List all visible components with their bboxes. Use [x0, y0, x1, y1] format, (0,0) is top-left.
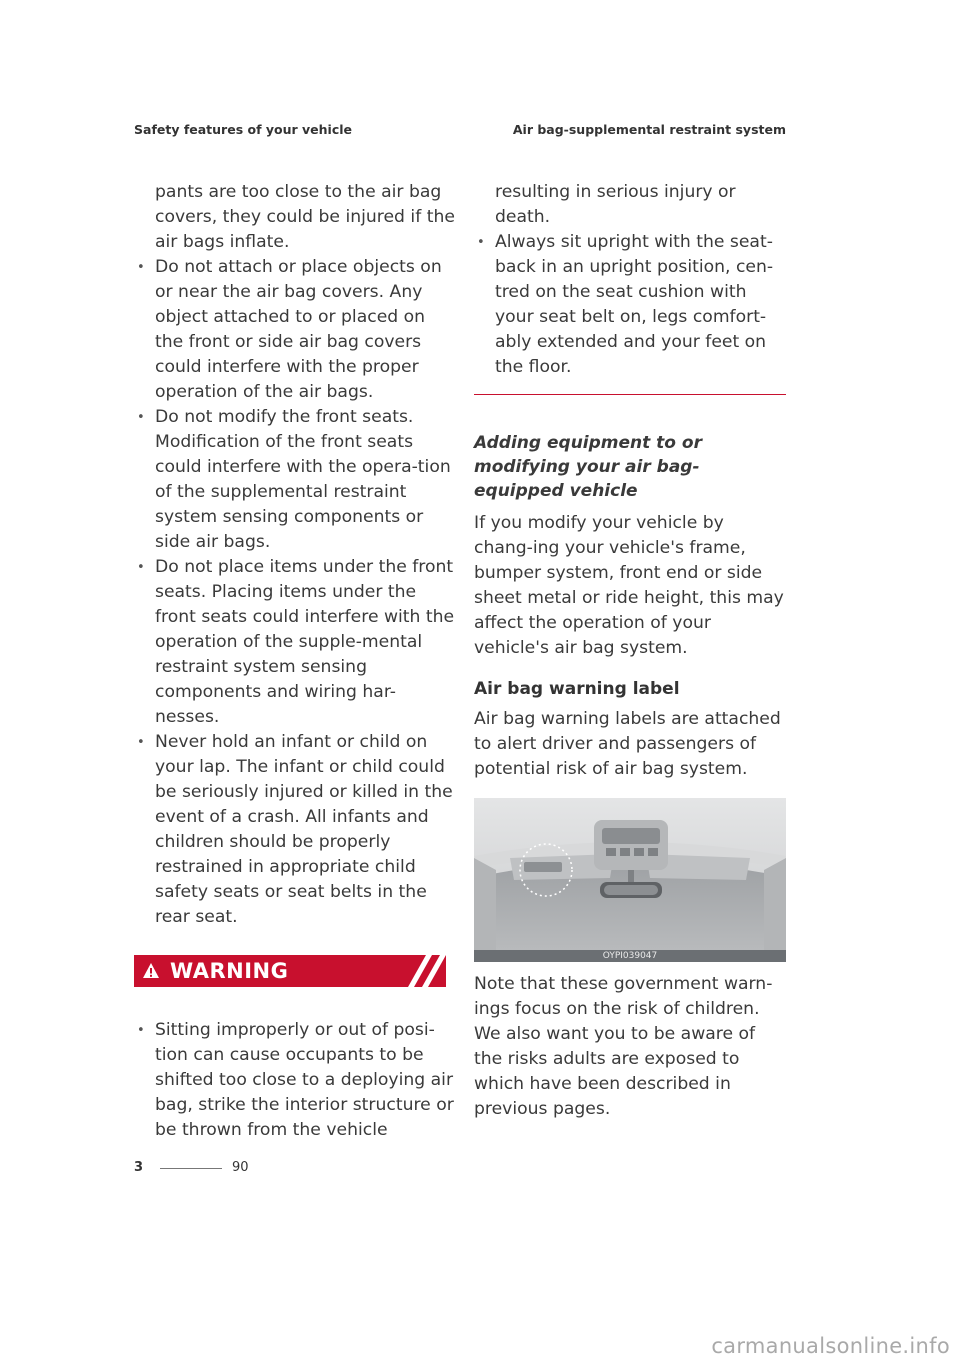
label-body: Air bag warning labels are attached to alert driver and passengers of potential risk of air bag system. — [474, 709, 781, 779]
bullet-list — [134, 255, 456, 930]
figure-followup-text: Note that these government warn-ings focus on the risk of children. We also want you to be aware of the risks adults are exposed to which have been described in previous pages. — [474, 974, 773, 1119]
running-header-chapter: Safety features of your vehicle — [134, 122, 352, 137]
section-heading: Adding equipment to or modifying your air bag-equipped vehicle — [474, 433, 702, 501]
watermark: carmanualsonline.info — [711, 1334, 950, 1358]
warning-bullet: • Sitting improperly or out of posi-tion can cause occupants to be shifted too close to a deploying air bag, strike the interior structure or be thrown from the vehicle — [134, 1018, 456, 1143]
chapter-number: 3 — [134, 1160, 144, 1175]
right-column — [474, 180, 786, 1122]
warning-list-left — [134, 1018, 456, 1143]
running-header-section: Air bag-supplemental restraint system — [512, 122, 786, 137]
footer-rule — [160, 1168, 222, 1169]
continued-text: pants are too close to the air bag covers, they could be injured if the air bags inflate. — [155, 182, 455, 252]
bullet-item: • Do not place items under the front seats. Placing items under the front seats could interfere with the operation of the supple-mental restraint system sensing components and wiring har-nesses. — [134, 555, 456, 730]
section-body: If you modify your vehicle by chang-ing your vehicle's frame, bumper system, front end or side sheet metal or ride height, this may affect the operation of your vehicle's air bag system. — [474, 513, 784, 658]
warning-bullet: • Always sit upright with the seat-back in an upright position, cen-tred on the seat cushion with your seat belt on, legs comfort-ably extended and your feet on the floor. — [474, 230, 786, 380]
bullet-item: • Do not attach or place objects on or near the air bag covers. Any object attached to or placed on the front or side air bag covers could interfere with the proper operation of the air bags. — [134, 255, 456, 405]
warning-continued-text: resulting in serious injury or death. — [495, 182, 736, 227]
warning-end-rule — [474, 394, 786, 395]
bullet-item: • Do not modify the front seats. Modification of the front seats could interfere with the opera-tion of the supplemental restraint system sensing components or side air bags. — [134, 405, 456, 555]
label-heading: Air bag warning label — [474, 679, 680, 699]
decorative-slashes — [402, 955, 446, 987]
warning-title: WARNING — [170, 959, 289, 983]
warning-triangle-icon — [142, 962, 160, 979]
vehicle-interior-illustration — [474, 798, 786, 962]
warning-banner — [134, 955, 446, 987]
page-number: 90 — [232, 1160, 249, 1175]
airbag-label-figure — [474, 798, 786, 962]
bullet-item: • Never hold an infant or child on your lap. The infant or child could be seriously injured or killed in the event of a crash. All infants and children should be properly restrained in appropriate child safety seats or seat belts in the rear seat. — [134, 730, 456, 930]
left-column — [134, 180, 456, 930]
figure-code: OYPI039047 — [474, 950, 786, 962]
